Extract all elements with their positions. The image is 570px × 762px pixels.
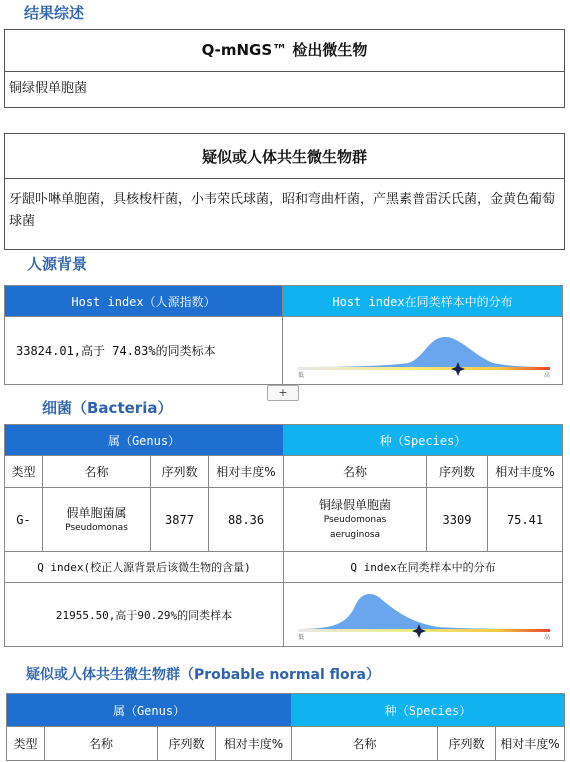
col-species-abundance: 相对丰度%	[488, 456, 563, 488]
detected-title: Q-mNGS™ 检出微生物	[201, 41, 368, 59]
col-species-name: 名称	[284, 456, 427, 488]
host-dist-low: 低	[297, 372, 304, 379]
host-dist-high: 高	[543, 372, 550, 379]
row-genus-latin: Pseudomonas	[65, 522, 128, 533]
flora-col-type: 类型	[7, 727, 45, 761]
row-species-abundance: 75.41	[488, 488, 563, 552]
q-index-label: Q index(校正人源背景后该微生物的含量)	[5, 552, 284, 583]
row-genus-abundance: 88.36	[209, 488, 284, 552]
flora-col-genus-name: 名称	[45, 727, 158, 761]
host-dist-curve	[298, 337, 550, 367]
bacteria-heading: 细菌（Bacteria）	[42, 399, 173, 417]
normal-flora-table	[6, 693, 565, 761]
bacteria-genus-header: 属（Genus）	[5, 425, 284, 456]
row-species-reads: 3309	[427, 488, 488, 552]
q-dist-high: 高	[544, 634, 551, 641]
row-species-name	[284, 488, 427, 552]
col-genus-name: 名称	[43, 456, 151, 488]
expand-button[interactable]: +	[267, 385, 299, 401]
host-table	[4, 285, 563, 385]
q-dist-curve	[298, 594, 550, 629]
flora-box	[4, 133, 565, 250]
col-genus-abundance: 相对丰度%	[209, 456, 284, 488]
detected-box	[4, 29, 565, 108]
host-heading: 人源背景	[27, 255, 88, 273]
q-index-value: 21955.50,高于90.29%的同类样本	[5, 583, 284, 647]
flora-col-species-name: 名称	[292, 727, 438, 761]
flora-col-genus-abundance: 相对丰度%	[216, 727, 292, 761]
host-dist-header: Host index在同类样本中的分布	[283, 286, 563, 317]
flora-list: 牙龈卟啉单胞菌，具核梭杆菌，小韦荣氏球菌，昭和弯曲杆菌，产黑素普雷沃氏菌，金黄色葡萄球菌	[9, 192, 556, 229]
table-row	[5, 488, 563, 552]
detected-organism: 铜绿假单胞菌	[9, 81, 88, 96]
row-genus-name	[43, 488, 151, 552]
row-genus-cn: 假单胞菌属	[66, 505, 127, 520]
row-type: G-	[5, 488, 43, 552]
col-genus-reads: 序列数	[151, 456, 209, 488]
q-distribution-chart	[284, 583, 563, 647]
row-species-latin-1: Pseudomonas	[323, 515, 387, 525]
col-species-reads: 序列数	[427, 456, 488, 488]
host-index-value: 33824.01,高于 74.83%的同类标本	[5, 317, 283, 385]
row-species-cn: 铜绿假单胞菌	[318, 498, 391, 512]
host-dist-bar	[298, 367, 550, 370]
q-dist-low: 低	[298, 634, 305, 641]
normal-flora-heading: 疑似或人体共生微生物群（Probable normal flora）	[26, 667, 380, 683]
flora-col-species-abundance: 相对丰度%	[496, 727, 565, 761]
flora-genus-header: 属（Genus）	[7, 694, 292, 727]
bacteria-species-header: 种（Species）	[284, 425, 563, 456]
row-genus-reads: 3877	[151, 488, 209, 552]
bacteria-table	[4, 424, 563, 647]
host-distribution-chart	[283, 317, 563, 385]
q-dist-label: Q index在同类样本中的分布	[284, 552, 563, 583]
flora-col-genus-reads: 序列数	[158, 727, 216, 761]
summary-heading: 结果综述	[24, 4, 85, 22]
row-species-latin-2: aeruginosa	[329, 530, 381, 540]
flora-col-species-reads: 序列数	[438, 727, 496, 761]
flora-title: 疑似或人体共生微生物群	[201, 148, 367, 166]
host-index-header: Host index（人源指数）	[5, 286, 283, 317]
col-type: 类型	[5, 456, 43, 488]
flora-species-header: 种（Species）	[292, 694, 565, 727]
